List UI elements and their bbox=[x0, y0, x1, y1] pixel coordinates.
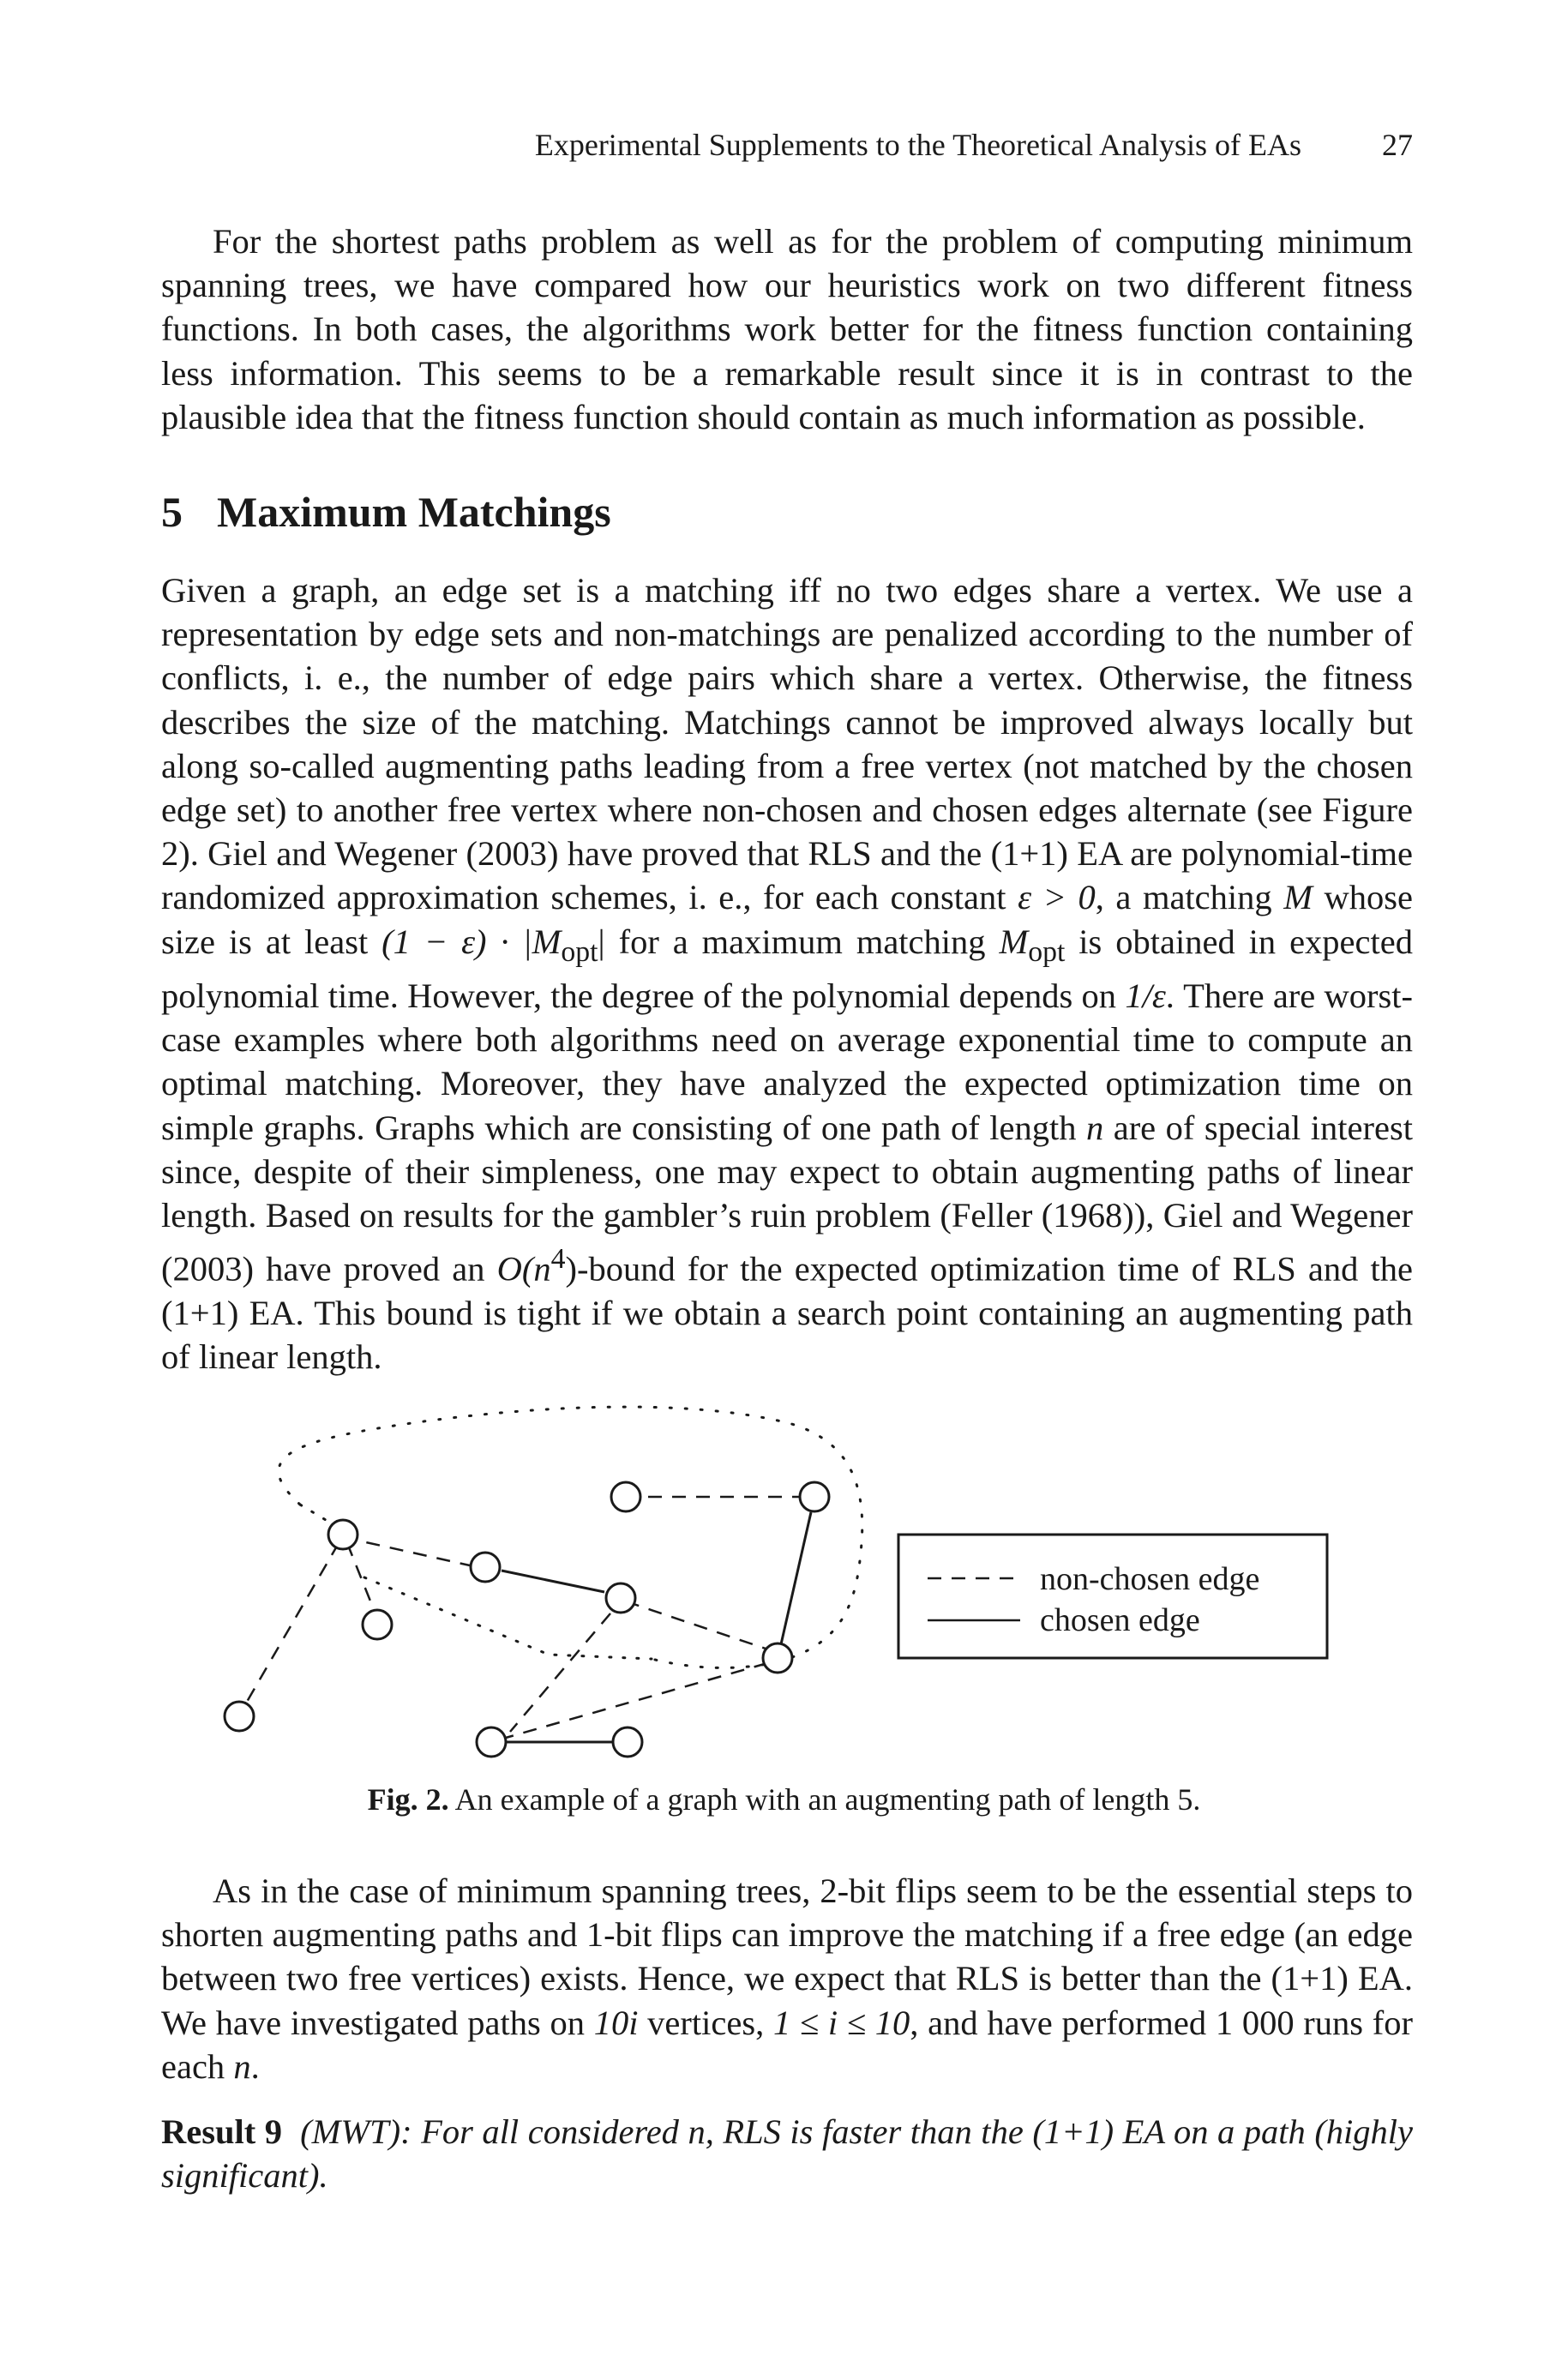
vertex-1 bbox=[328, 1520, 357, 1549]
p3-text-3: , and have performed 1 000 runs for each bbox=[161, 2003, 1413, 2086]
p2-text-7: are of special interest since, despite of their simpleness, one may expect to obtain augmenting paths of linear length. Based on results for the gambler’s ruin problem (Feller (1968)), Giel and Wegener (2003) have proved an bbox=[161, 1108, 1414, 1289]
figure-graph bbox=[0, 1372, 1568, 1766]
p3-math-10i: 10i bbox=[593, 2003, 639, 2042]
p2-math-n: n bbox=[1085, 1108, 1104, 1147]
legend-chosen-label: chosen edge bbox=[1040, 1602, 1200, 1638]
vertex-7 bbox=[225, 1702, 254, 1731]
p2-math-On4-sup: 4 bbox=[550, 1243, 566, 1276]
p2-math-Mopt: M bbox=[999, 922, 1029, 961]
section-number: 5 bbox=[161, 488, 183, 536]
p2-text-1: Given a graph, an edge set is a matching iff no two edges share a vertex. We use a representation by edge sets and non-matchings are penalized according to the number of conflicts, i. e., the number of edge pairs which share a vertex. Otherwise, the fitness describes the size of the matching. Matchings cannot be improved always locally but along so-called augmenting paths leading from a free vertex (not matched by the chosen edge set) to another free vertex where non-chosen and chosen edges alternate (see Figure 2). Giel and Wegener (2003) have proved that RLS and the (1+1) EA are polynomial-time randomized approximation schemes, i. e., for each constant bbox=[161, 571, 1413, 917]
running-header bbox=[161, 127, 1413, 170]
result-text-1: For all considered bbox=[421, 2112, 688, 2151]
p2-math-Mopt-sub: opt bbox=[1028, 935, 1066, 968]
result-label: Result 9 bbox=[161, 2112, 283, 2151]
caption-text: An example of a graph with an augmenting path of length 5. bbox=[454, 1782, 1201, 1817]
caption-label: Fig. 2. bbox=[367, 1782, 449, 1817]
result-text bbox=[161, 2110, 1413, 2197]
vertex-6 bbox=[763, 1643, 792, 1673]
p3-text-4: . bbox=[250, 2046, 260, 2086]
dashed-edge-e bbox=[626, 1601, 766, 1649]
running-title: Experimental Supplements to the Theoretical Analysis of EAs bbox=[534, 128, 1301, 162]
p3-math-n: n bbox=[233, 2046, 251, 2086]
p2-math-M: M bbox=[1283, 878, 1313, 917]
paragraph-3-text bbox=[161, 1869, 1413, 2088]
paragraph-fitness-functions bbox=[161, 219, 1413, 439]
paragraph-matchings bbox=[161, 568, 1413, 1379]
dashed-edge-g bbox=[506, 1663, 767, 1738]
p2-text-4: for a maximum matching bbox=[604, 922, 1000, 961]
result-test-name: (MWT): bbox=[300, 2112, 412, 2151]
p2-text-2: , a matching bbox=[1095, 878, 1284, 917]
dashed-edge-b bbox=[247, 1543, 339, 1702]
figure-legend bbox=[898, 1535, 1327, 1658]
p2-math-bound-sub: opt bbox=[561, 935, 598, 968]
figure-caption bbox=[0, 1781, 1568, 1817]
vertex-9 bbox=[477, 1727, 506, 1757]
p2-math-epsilon: ε > 0 bbox=[1018, 878, 1096, 917]
dashed-edge-a bbox=[343, 1537, 470, 1565]
p3-math-range: 1 ≤ i ≤ 10 bbox=[772, 2003, 910, 2042]
paragraph-1-text: For the shortest paths problem as well as for the problem of computing minimum spanning trees, we have compared how our heuristics work on two different fitness functions. In both cases, the algorithms work better for the fitness function containing less information. This seems to be a remarkable result since it is in contrast to the plausible idea that the fitness function should contain as much information as possible. bbox=[161, 222, 1413, 436]
p2-text-5: is obtained in expected polynomial time. However, the degree of the polynomial depends on bbox=[161, 922, 1413, 1015]
vertex-10 bbox=[613, 1727, 642, 1757]
vertex-4 bbox=[800, 1482, 829, 1511]
p2-text-6: . There are worst-case examples where both algorithms need on average exponential time to compute an optimal matching. Moreover, they have analyzed the expected optimization time on simple graphs. Graphs which are consisting of one path of length bbox=[161, 976, 1413, 1147]
vertex-2 bbox=[471, 1553, 500, 1582]
p2-math-On4: O(n bbox=[496, 1249, 551, 1289]
p2-text-8: -bound for the expected optimization time of RLS and the (1+1) EA. This bound is tight if we obtain a search point containing an augmenting path of linear length. bbox=[161, 1249, 1413, 1377]
section-heading bbox=[161, 487, 611, 537]
vertex-8 bbox=[363, 1610, 392, 1639]
legend-non-chosen-label: non-chosen edge bbox=[1040, 1561, 1260, 1597]
p2-text-3: whose size is at least bbox=[161, 878, 1413, 961]
result-statement bbox=[161, 2110, 1413, 2197]
dashed-edge-c bbox=[347, 1543, 373, 1607]
paragraph-experiments bbox=[161, 1869, 1413, 2088]
p2-math-bound-end: | bbox=[598, 922, 605, 961]
p2-math-bound bbox=[381, 922, 605, 968]
vertex-3 bbox=[611, 1482, 640, 1511]
result-text-2: , RLS is faster than the (1+1) EA on a path (highly significant). bbox=[161, 2112, 1414, 2196]
paragraph-2-text bbox=[161, 568, 1413, 1379]
solid-edge-1 bbox=[502, 1571, 604, 1592]
result-math-n: n bbox=[688, 2112, 706, 2151]
p3-text-1: As in the case of minimum spanning trees, 2-bit flips seem to be the essential steps to shorten augmenting paths and 1-bit flips can improve the matching if a free edge (an edge between two free vertices) exists. Hence, we expect that RLS is better than the (1+1) EA. We have investigated paths on bbox=[161, 1871, 1413, 2042]
p2-math-bound-main: (1 − ε) · |M bbox=[381, 922, 562, 961]
solid-edge-2 bbox=[781, 1512, 811, 1644]
vertex-5 bbox=[606, 1583, 635, 1613]
section-title: Maximum Matchings bbox=[217, 488, 611, 536]
p3-text-2: vertices, bbox=[638, 2003, 773, 2042]
page-number: 27 bbox=[1382, 128, 1413, 162]
p2-math-On4-end: ) bbox=[565, 1249, 577, 1289]
dashed-edge-f bbox=[510, 1613, 610, 1732]
p2-math-inv-epsilon: 1/ε bbox=[1125, 976, 1166, 1015]
